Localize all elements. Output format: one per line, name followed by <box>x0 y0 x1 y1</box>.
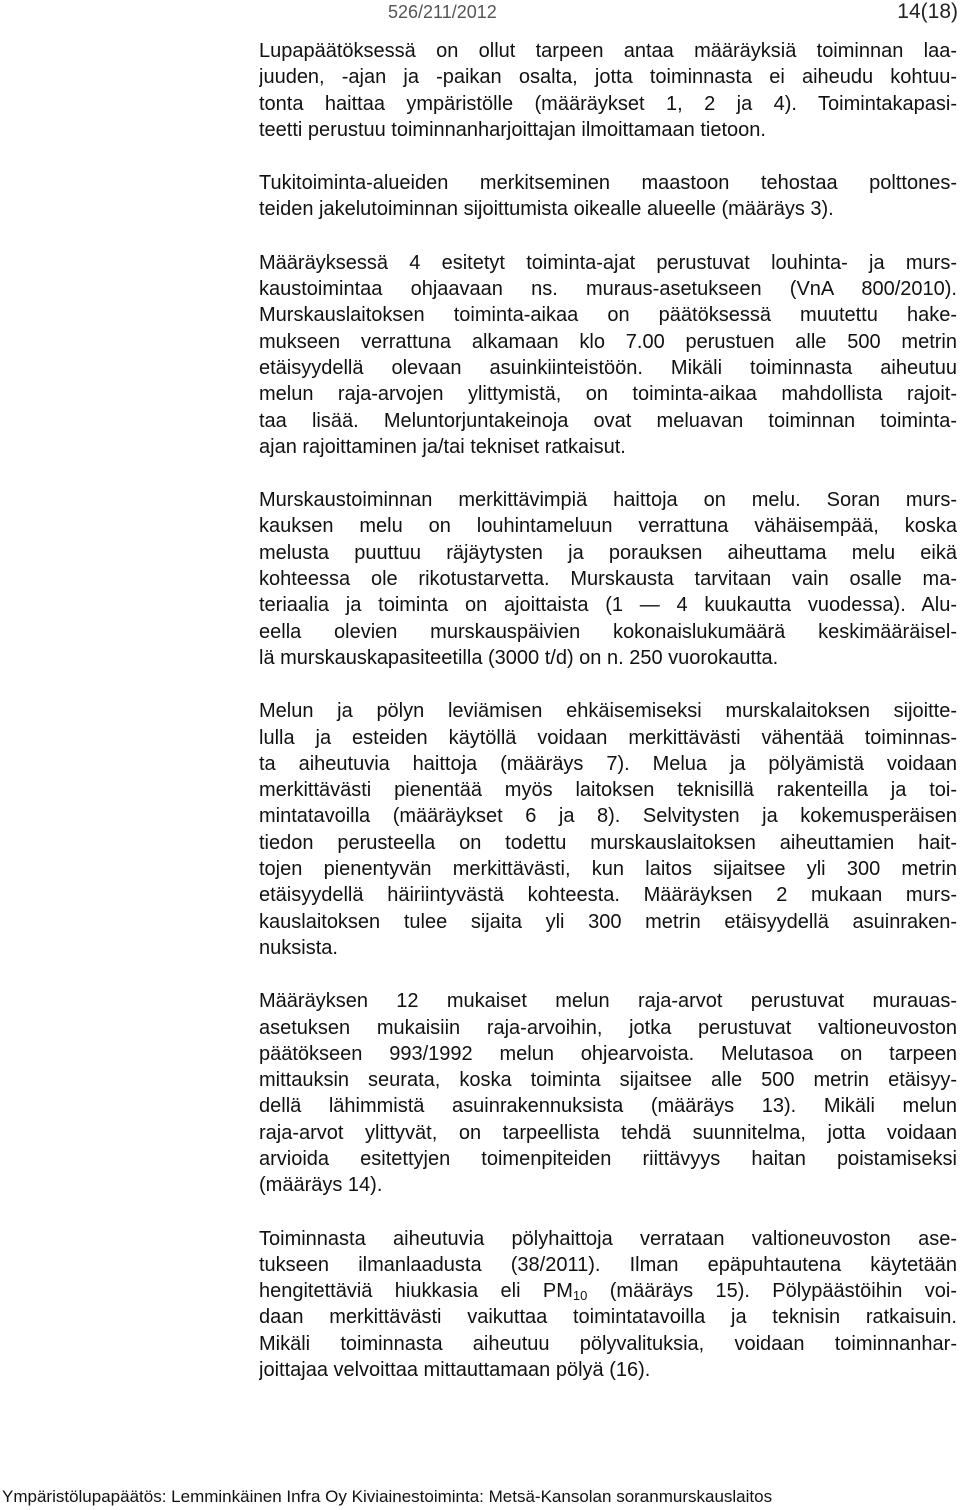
text-line: Määräyksessä 4 esitetyt toiminta-ajat perustuvat louhinta- ja murs- <box>259 251 957 274</box>
text-line: Murskauslaitoksen toiminta-aikaa on päätöksessä muutettu hake- <box>259 304 957 327</box>
paragraph-2 <box>259 170 957 223</box>
paragraph-6 <box>259 988 957 1198</box>
text-line: joittajaa velvoittaa mittauttamaan pölyä (16). <box>259 1359 651 1382</box>
text-line: kaustoimintaa ohjaavaan ns. muraus-asetukseen (VnA 800/2010). <box>259 278 957 301</box>
text-line: eella olevien murskauspäivien kokonaislukumäärä keskimääräisel- <box>259 620 957 643</box>
text-line: Määräyksen 12 mukaiset melun raja-arvot perustuvat murauas- <box>259 990 957 1013</box>
paragraph-4 <box>259 487 957 671</box>
text-line: päätökseen 993/1992 melun ohjearvoista. Melutasoa on tarpeen <box>259 1042 957 1065</box>
text-line: etäisyydellä olevaan asuinkiinteistöön. Mikäli toiminnasta aiheutuu <box>259 356 957 379</box>
text-line: Toiminnasta aiheutuvia pölyhaittoja verrataan valtioneuvoston ase- <box>259 1227 957 1250</box>
paragraph-5 <box>259 698 957 961</box>
text-line: mukseen verrattuna alkamaan klo 7.00 perustuen alle 500 metrin <box>259 330 957 353</box>
text-line: Murskaustoiminnan merkittävimpiä haittoja on melu. Soran murs- <box>259 489 957 512</box>
text-line: teetti perustuu toiminnanharjoittajan ilmoittamaan tietoon. <box>259 118 766 141</box>
text-line: lulla ja esteiden käytöllä voidaan merkittävästi vähentää toiminnas- <box>259 726 957 749</box>
text-line: nuksista. <box>259 936 338 959</box>
text-line: ta aiheutuvia haittoja (määräys 7). Melua ja pölyämistä voidaan <box>259 752 957 775</box>
text-line: kauksen melu on louhintameluun verrattuna vähäisempää, koska <box>259 515 957 538</box>
page-number: 14(18) <box>897 0 958 23</box>
text-line: teriaalia ja toiminta on ajoittaista (1 — 4 kuukautta vuodessa). Alu- <box>259 594 957 617</box>
text-line: melun raja-arvojen ylittymistä, on toiminta-aikaa mahdollista rajoit- <box>259 383 957 406</box>
text-line: tojen pienentyvän merkittävästi, kun laitos sijaitsee yli 300 metrin <box>259 858 957 881</box>
text-line: mittauksin seurata, koska toiminta sijaitsee alle 500 metrin etäisyy- <box>259 1069 957 1092</box>
text-line: melusta puuttuu räjäytysten ja porauksen aiheuttama melu eikä <box>259 541 957 564</box>
text-line: Lupapäätöksessä on ollut tarpeen antaa määräyksiä toiminnan laa- <box>259 40 957 62</box>
text-line: arvioida esitettyjen toimenpiteiden riittävyys haitan poistamiseksi <box>259 1147 957 1170</box>
text-line: juuden, -ajan ja -paikan osalta, jotta toiminnasta ei aiheudu kohtuu- <box>259 66 957 89</box>
text-line: lä murskauskapasiteetilla (3000 t/d) on n. 250 vuorokautta. <box>259 646 779 669</box>
text-line: hengitettäviä hiukkasia eli $PM_{10}$ (määräys 15). Pölypäästöihin voi- <box>259 1280 957 1304</box>
text-line: mintatavoilla (määräykset 6 ja 8). Selvitysten ja kokemusperäisen <box>259 805 957 828</box>
text-line: kohteessa ole rikotustarvetta. Murskausta tarvitaan vain osalle ma- <box>259 568 957 591</box>
text-line: Melun ja pölyn leviämisen ehkäisemiseksi murskalaitoksen sijoitte- <box>259 700 957 723</box>
text-line: daan merkittävästi vaikuttaa toimintatavoilla ja teknisin ratkaisuin. <box>259 1306 957 1329</box>
text-line: tiedon perusteella on todettu murskauslaitoksen aiheuttamien hait- <box>259 831 957 854</box>
paragraph-3 <box>259 250 957 460</box>
text-line: ajan rajoittaminen ja/tai tekniset ratkaisut. <box>259 435 626 458</box>
document-reference-number: 526/211/2012 <box>388 2 497 22</box>
text-line: merkittävästi pienentää myös laitoksen teknisillä rakenteilla ja toi- <box>259 779 957 802</box>
text-line: (määräys 14). <box>259 1174 383 1197</box>
text-line: tukseen ilmanlaadusta (38/2011). Ilman epäpuhtautena käytetään <box>259 1253 957 1276</box>
text-line: Mikäli toiminnasta aiheutuu pölyvalituksia, voidaan toiminnanhar- <box>259 1332 957 1355</box>
page-footer: Ympäristölupapäätös: Lemminkäinen Infra Oy Kiviainestoiminta: Metsä-Kansolan soranmurskauslaitos <box>2 1487 773 1506</box>
text-line: teiden jakelutoiminnan sijoittumista oikealle alueelle (määräys 3). <box>259 198 834 221</box>
text-line: asetuksen mukaisiin raja-arvoihin, jotka perustuvat valtioneuvoston <box>259 1016 957 1039</box>
text-line: taa lisää. Meluntorjuntakeinoja ovat meluavan toiminnan toiminta- <box>259 409 957 432</box>
text-line: etäisyydellä häiriintyvästä kohteesta. Määräyksen 2 mukaan murs- <box>259 884 957 907</box>
text-line: dellä lähimmistä asuinrakennuksista (määräys 13). Mikäli melun <box>259 1095 957 1118</box>
paragraph-1 <box>259 38 957 143</box>
text-line: raja-arvot ylittyvät, on tarpeellista tehdä suunnitelma, jotta voidaan <box>259 1121 957 1144</box>
document-body <box>259 38 957 1383</box>
text-line: Tukitoiminta-alueiden merkitseminen maastoon tehostaa polttones- <box>259 172 957 195</box>
pm-subscript: 10 <box>572 1288 588 1304</box>
paragraph-7 <box>259 1226 957 1384</box>
text-line: kauslaitoksen tulee sijaita yli 300 metrin etäisyydellä asuinraken- <box>259 910 957 933</box>
text-line: tonta haittaa ympäristölle (määräykset 1, 2 ja 4). Toimintakapasi- <box>259 92 957 115</box>
